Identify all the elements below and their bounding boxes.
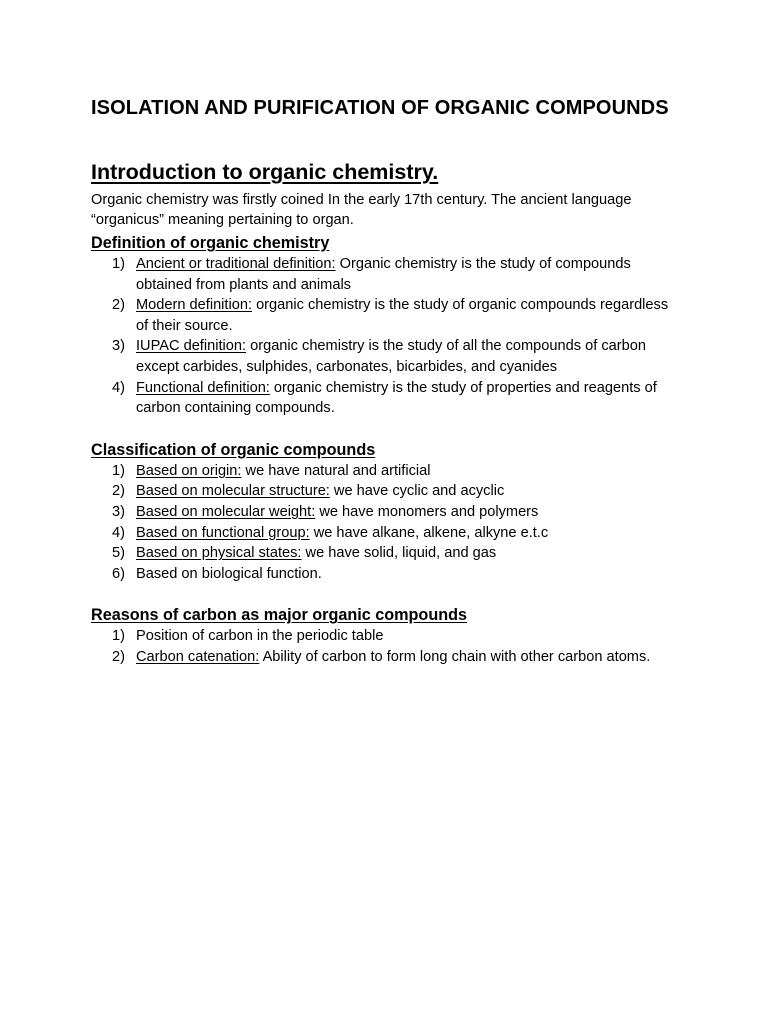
item-label: Based on origin: xyxy=(136,462,242,479)
definition-item xyxy=(91,336,678,377)
item-text: Position of carbon in the periodic table xyxy=(136,628,384,645)
item-text: we have monomers and polymers xyxy=(315,503,539,520)
classification-item xyxy=(91,564,678,585)
item-text: organic chemistry is the study of properties and reagents of carbon containing compounds. xyxy=(136,379,657,417)
definition-item xyxy=(91,295,678,336)
definition-list xyxy=(91,254,678,419)
item-text: Based on biological function. xyxy=(136,565,322,582)
item-label: Based on molecular weight: xyxy=(136,503,316,520)
item-text: organic chemistry is the study of organic compounds regardless of their source. xyxy=(136,297,669,334)
item-number: 2) xyxy=(112,483,125,500)
item-label: Functional definition: xyxy=(136,379,270,396)
item-number: 1) xyxy=(112,462,125,479)
item-label: Modern definition: xyxy=(136,297,253,314)
intro-paragraph: Organic chemistry was firstly coined In the early 17th century. The ancient language “organicus” meaning pertaining to organ. xyxy=(91,192,632,228)
definition-heading: Definition of organic chemistry xyxy=(91,234,330,252)
item-number: 6) xyxy=(112,565,125,582)
item-text: organic chemistry is the study of all the compounds of carbon except carbides, sulphides, carbonates, bicarbides, and cyanides xyxy=(136,338,646,375)
item-label: Carbon catenation: xyxy=(136,648,260,665)
classification-list xyxy=(91,461,678,585)
reasons-heading: Reasons of carbon as major organic compounds xyxy=(91,606,467,625)
definition-item xyxy=(91,378,678,419)
item-text: Ability of carbon to form long chain with other carbon atoms. xyxy=(259,648,651,665)
item-number: 4) xyxy=(112,524,125,541)
intro-heading: Introduction to organic chemistry. xyxy=(91,160,439,184)
item-number: 2) xyxy=(112,648,125,665)
definition-item xyxy=(91,254,678,295)
item-number: 2) xyxy=(112,297,125,314)
document-title: ISOLATION AND PURIFICATION OF ORGANIC COMPOUNDS xyxy=(91,97,669,119)
reasons-item xyxy=(91,626,678,647)
item-number: 3) xyxy=(112,503,125,520)
classification-heading: Classification of organic compounds xyxy=(91,440,376,459)
item-number: 1) xyxy=(112,256,125,272)
classification-item xyxy=(91,502,678,523)
item-number: 5) xyxy=(112,545,125,562)
item-label: IUPAC definition: xyxy=(136,338,247,355)
item-label: Ancient or traditional definition: xyxy=(136,256,336,272)
item-number: 4) xyxy=(112,379,125,396)
item-text: we have alkane, alkene, alkyne e.t.c xyxy=(309,524,549,541)
classification-item xyxy=(91,461,678,482)
item-text: we have cyclic and acyclic xyxy=(329,483,505,500)
item-text: Organic chemistry is the study of compounds obtained from plants and animals xyxy=(136,256,631,293)
item-text: we have natural and artificial xyxy=(241,462,431,479)
item-label: Based on physical states: xyxy=(136,545,302,562)
item-number: 1) xyxy=(112,628,125,645)
item-text: we have solid, liquid, and gas xyxy=(301,545,497,562)
item-number: 3) xyxy=(112,338,125,355)
item-label: Based on molecular structure: xyxy=(136,483,330,500)
item-label: Based on functional group: xyxy=(136,524,310,541)
reasons-list xyxy=(91,626,678,667)
classification-item xyxy=(91,523,678,544)
reasons-item xyxy=(91,647,678,668)
classification-item xyxy=(91,481,678,502)
classification-item xyxy=(91,543,678,564)
